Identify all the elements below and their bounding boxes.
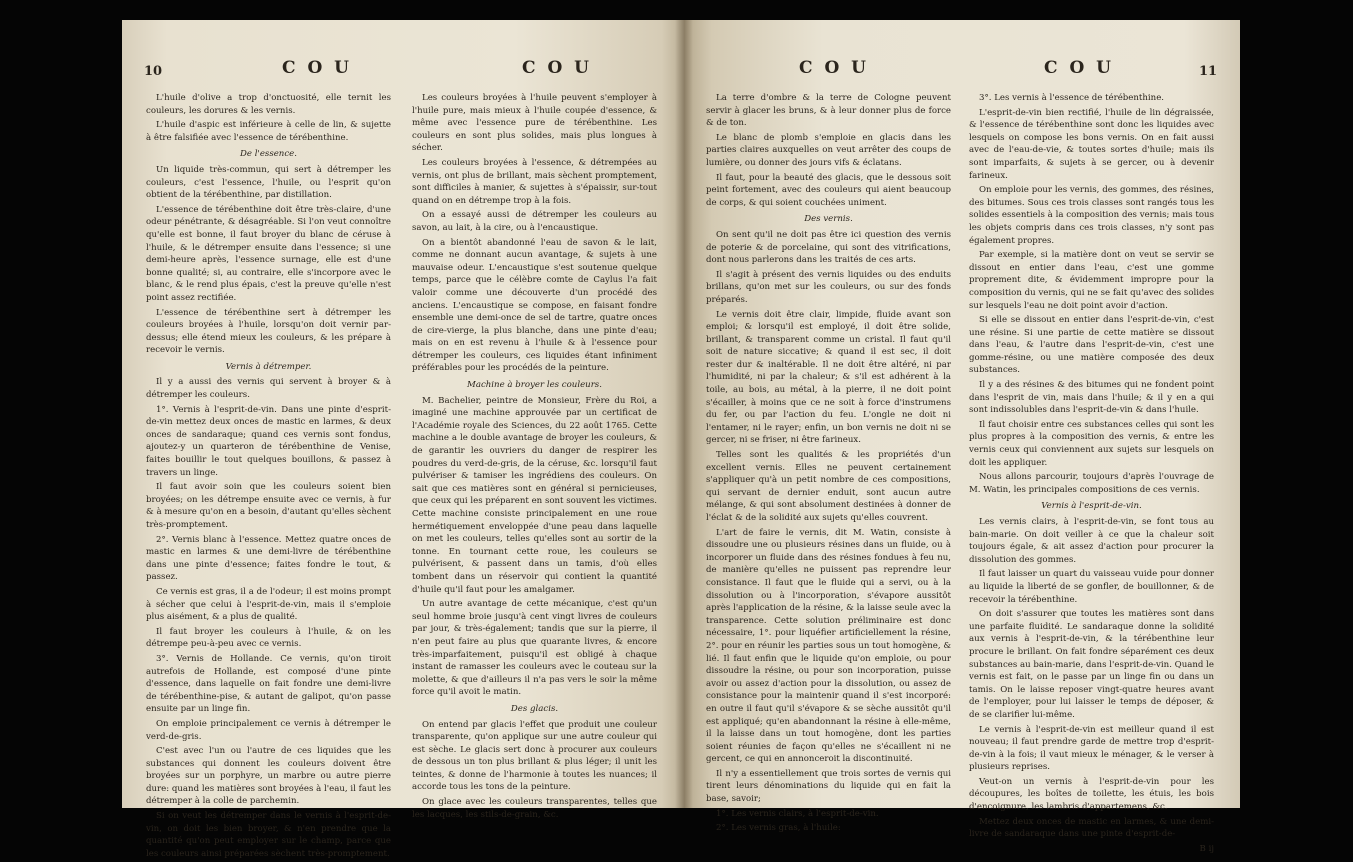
paragraph: L'essence de térébenthine doit être très-claire, d'une odeur pénétrante, & désagréable. Si l'on veut connoître qu'elle est bonne, il faut broyer du blanc de céruse à l'huile, & le détremper ensuite dans l'essence; si une demi-heure après, l'essence surnage, elle est d'une bonne qualité; si, au contraire, elle s'incorpore avec le blanc, & le rend plus épais, c'est la preuve qu'elle n'est point assez rectifiée. <box>146 204 391 303</box>
paragraph: On sent qu'il ne doit pas être ici question des vernis de poterie & de porcelaine, qui sont des vitrifications, dont nous parlerons dans les traités de ces arts. <box>706 229 951 266</box>
paragraph: Les couleurs broyées à l'huile peuvent s'employer à l'huile pure, mais mieux à l'huile coupée d'essence, & même avec l'essence pure de térébenthine. Les couleurs en sont plus solides, mais plus longues à sécher. <box>412 93 657 154</box>
paragraph: Ce vernis est gras, il a de l'odeur; il est moins prompt à sécher que celui à l'esprit-de-vin, mais il s'emploie plus aisément, & a plus de qualité. <box>146 586 391 623</box>
paragraph: C'est avec l'un ou l'autre de ces liquides que les substances qui donnent les couleurs doivent être broyées sur un porphyre, un marbre ou autre pierre dure: quand les matières sont broyées à l'eau, il faut les détremper à la colle de parchemin. <box>146 746 391 807</box>
paragraph: On emploie pour les vernis, des gommes, des résines, des bitumes. Sous ces trois classes sont rangés tous les solides essentiels à la composition des vernis; mais tous les objets compris dans ces trois classes, n'y sont pas également propres. <box>969 185 1214 246</box>
paragraph: On glace avec les couleurs transparentes, telles que les lacques, les stils-de-grain, &c. <box>412 797 657 820</box>
paragraph: La terre d'ombre & la terre de Cologne peuvent servir à glacer les bruns, & à leur donner plus de force & de ton. <box>706 93 951 129</box>
left-page-column-1 <box>146 92 391 862</box>
paragraph: On doit s'assurer que toutes les matières sont dans une parfaite fluidité. Le sandaraque donne la solidité aux vernis à l'esprit-de-vin, & la térébenthine leur procure le brillant. On fait fondre séparément ces deux substances au bain-marie, dans l'esprit-de-vin. Quand le vernis est fait, on le passe par un linge fin ou dans un tamis. On le laisse reposer vingt-quatre heures avant de l'employer, pour lui laisser le temps de déposer, & de se clarifier lui-même. <box>969 609 1214 720</box>
paragraph: 1°. Les vernis clairs, à l'esprit-de-vin. <box>716 808 879 819</box>
book-gutter <box>675 20 693 808</box>
right-page-column-1 <box>706 92 951 837</box>
paragraph: Il y a des résines & des bitumes qui ne fondent point dans l'esprit de vin, mais dans l'huile; & il y en a qui sont indissolubles dans l'esprit-de-vin & dans l'huile. <box>969 380 1214 416</box>
paragraph: L'huile d'aspic est inférieure à celle de lin, & sujette à être falsifiée avec l'essence de térébenthine. <box>146 120 391 143</box>
section-heading: De l'essence. <box>240 149 297 160</box>
paragraph: Il y a aussi des vernis qui servent à broyer & à détremper les couleurs. <box>146 377 391 401</box>
open-book <box>122 10 1240 859</box>
paragraph: L'huile d'olive a trop d'onctuosité, elle ternit les couleurs, les dorures & les vernis. <box>146 93 391 116</box>
paragraph: 1°. Vernis à l'esprit-de-vin. Dans une pinte d'esprit-de-vin mettez deux onces de mastic en larmes, & deux onces de sandaraque; quand ces vernis sont fondus, ajoutez-y un quarteron de térébenthine de Venise, faites bouillir le tout quelques bouillons, & passez à travers un linge. <box>146 404 391 478</box>
paragraph: Il faut broyer les couleurs à l'huile, & on les détrempe peu-à-peu avec ce vernis. <box>146 626 391 650</box>
paragraph: Il faut choisir entre ces substances celles qui sont les plus propres à la composition des vernis, & entre les vernis ceux qui conviennent aux sujets sur lesquels on doit les appliquer. <box>969 419 1214 468</box>
paragraph: Le blanc de plomb s'emploie en glacis dans les parties claires auxquelles on veut arrêter des coups de lumière, ou donner des jours vifs & éclatans. <box>706 132 951 168</box>
running-head-left: C O U <box>282 58 353 78</box>
paragraph: Si elle se dissout en entier dans l'esprit-de-vin, c'est une résine. Si une partie de cette matière se dissout dans l'eau, & l'autre dans l'esprit-de-vin, c'est une gomme-résine, ou une matière composée des deux substances. <box>969 315 1214 376</box>
section-heading: Des glacis. <box>510 703 559 714</box>
paragraph: Par exemple, si la matière dont on veut se servir se dissout en entier dans l'eau, c'est une gomme proprement dite, & évidemment impropre pour la composition du vernis, qui ne se fait qu'avec des solides sur lesquels l'eau ne doit point avoir d'action. <box>969 250 1214 311</box>
paragraph: 3°. Les vernis à l'essence de térébenthine. <box>979 93 1165 103</box>
paragraph: 2°. Les vernis gras, à l'huile: <box>716 823 841 834</box>
running-head-right: C O U <box>1044 58 1115 78</box>
paragraph: On a essayé aussi de détremper les couleurs au savon, au lait, à la cire, ou à l'encaustique. <box>412 210 657 233</box>
paragraph: On emploie principalement ce vernis à détremper le verd-de-gris. <box>146 718 391 742</box>
section-heading: Des vernis. <box>804 214 853 225</box>
running-head-right: C O U <box>522 58 593 78</box>
paragraph: Mettez deux onces de mastic en larmes, & une demi-livre de sandaraque dans une pinte d'esprit-de- <box>969 816 1214 840</box>
left-page-column-2 <box>412 92 657 823</box>
paragraph: Il faut, pour la beauté des glacis, que le dessous soit peint fortement, avec des couleurs qui aient beaucoup de corps, & qui soient couchées uniment. <box>706 172 951 208</box>
paragraph: 3°. Vernis de Hollande. Ce vernis, qu'on tiroit autrefois de Hollande, est composé d'une pinte d'essence, dans laquelle on fait fondre une demi-livre de térébenthine-pise, & autant de galipot, qu'on passe ensuite par un linge fin. <box>146 653 391 715</box>
paragraph: Le vernis doit être clair, limpide, fluide avant son emploi; & lorsqu'il est employé, il doit être solide, brillant, & transparent comme un cristal. Il faut qu'il soit de nature siccative; & quand il est sec, il doit rester dur & inaltérable. Il ne doit être altéré, ni par l'humidité, ni par la chaleur; & s'il est adhérent à la toile, au bois, au métal, à la pierre, il ne doit point s'écailler, à moins que ce ne soit à force d'instrumens du fer, ou par l'action du feu. L'ongle ne doit ni l'entamer, ni le rayer; enfin, un bon vernis ne doit ni se gercer, ni se friser, ni être farineux. <box>706 309 951 446</box>
paragraph: Les vernis clairs, à l'esprit-de-vin, se font tous au bain-marie. On doit veiller à ce que la chaleur soit toujours égale, & ait assez d'action pour procurer la dissolution des gommes. <box>969 517 1214 565</box>
paragraph: Nous allons parcourir, toujours d'après l'ouvrage de M. Watin, les principales compositions de ces vernis. <box>969 472 1214 495</box>
section-heading: Machine à broyer les couleurs. <box>467 380 602 391</box>
page-number-right: 11 <box>1199 64 1218 79</box>
paragraph: L'art de faire le vernis, dit M. Watin, consiste à dissoudre une ou plusieurs résines dans un fluide, ou à incorporer un fluide dans des résines fondues à feu nu, de manière qu'elles ne puissent pas reprendre leur consistance. Il faut que le fluide qui a servi, ou à la dissolution ou à l'incorporation, s'évapore aussitôt après l'application de la résine, & la laisse seule avec la transparence. Cette solution préliminaire est donc nécessaire, 1°. pour liquéfier artificiellement la résine, 2°. pour en réunir les parties sous un tout homogène, & lié. Il faut enfin que le liquide qu'on emploie, ou pour dissoudre la résine, ou pour son incorporation, puisse avoir ou assez d'action pour la dissolution, ou assez de consistance pour la maintenir quand il s'est incorporé: en outre il faut qu'il s'évapore & se sèche aussitôt qu'il est appliqué; qu'en abandonnant la résine à elle-même, il la laisse dans un tout homogène, dont les parties soient réunies de façon qu'elles ne s'écaillent ni ne gercent, ce qui en annonceroit la discontinuité. <box>706 527 951 765</box>
paragraph: On entend par glacis l'effet que produit une couleur transparente, qu'on applique sur une autre couleur qui est sèche. Le glacis sert donc à procurer aux couleurs de dessous un ton plus brillant & plus léger; il unit les teintes, & donne de l'harmonie à toutes les nuances; il accorde tous les tons de la peinture. <box>412 719 657 793</box>
paragraph: Veut-on un vernis à l'esprit-de-vin pour les découpures, les boîtes de toilette, les étuis, les bois d'encoignure, les lambris d'appartemens, &c. <box>969 776 1214 813</box>
paragraph: Les couleurs broyées à l'essence, & détrempées au vernis, ont plus de brillant, mais sèchent promptement, sont difficiles à manier, & sujettes à s'épaissir, sur-tout quand on en détrempe trop à la fois. <box>412 157 657 206</box>
paragraph: Il faut avoir soin que les couleurs soient bien broyées; on les détrempe ensuite avec ce vernis, à fur & à mesure qu'on en a besoin, d'autant qu'elles sèchent très-promptement. <box>146 482 391 530</box>
right-page <box>684 20 1240 854</box>
paragraph: Un autre avantage de cette mécanique, c'est qu'un seul homme broie jusqu'à cent vingt livres de couleurs par jour, & très-également; tandis que sur la pierre, il n'en peut faire au plus que quarante livres, & encore très-imparfaitement, puisqu'il est obligé à chaque instant de ramasser les couleurs avec le couteau sur la molette, & que d'ailleurs il n'a pas vers le soir la même force qu'il avoit le matin. <box>412 599 657 698</box>
paragraph: Si on veut les détremper dans le vernis à l'esprit-de-vin, on doit les bien broyer, & n'en prendre que la quantité qu'on peut employer sur le champ, parce que les couleurs ainsi préparées sèchent très-promptement. <box>146 811 391 859</box>
left-page <box>122 20 684 859</box>
signature-mark: B ij <box>1199 843 1214 854</box>
paragraph: Il faut laisser un quart du vaisseau vuide pour donner au liquide la liberté de se gonfler, de bouillonner, & de recevoir la térébenthine. <box>969 569 1214 605</box>
paragraph: L'esprit-de-vin bien rectifié, l'huile de lin dégraissée, & l'essence de térébenthine sont donc les liquides avec lesquels on compose les bons vernis. On en fait aussi avec de l'eau-de-vie, & toutes sortes d'huile; mais ils sont imparfaits, & sujets à se gercer, ou à devenir farineux. <box>969 107 1214 181</box>
paragraph: 2°. Vernis blanc à l'essence. Mettez quatre onces de mastic en larmes & une demi-livre de térébenthine dans une pinte d'essence; faites fondre le tout, & passez. <box>146 534 391 583</box>
section-heading: Vernis à l'esprit-de-vin. <box>1041 501 1142 512</box>
right-page-column-2 <box>969 92 1214 857</box>
paragraph: Le vernis à l'esprit-de-vin est meilleur quand il est nouveau; il faut prendre garde de mettre trop d'esprit-de-vin à la fois; il vaut mieux le ménager, & le verser à plusieurs reprises. <box>969 724 1214 773</box>
paragraph: On a bientôt abandonné l'eau de savon & le lait, comme ne donnant aucun avantage, & sujets à une mauvaise odeur. L'encaustique s'est soutenue quelque temps, parce que le célèbre comte de Caylus l'a fait valoir comme une découverte d'un procédé des anciens. L'encaustique se compose, en faisant fondre ensemble une demi-once de sel de tartre, quatre onces de cire-vierge, la plus blanche, dans une pinte d'eau; mais on en est revenu à l'huile & à l'essence pour détremper les couleurs, ces liquides étant infiniment préférables pour les procédés de la peinture. <box>412 237 657 374</box>
section-heading: Vernis à détremper. <box>225 361 312 372</box>
paragraph: M. Bachelier, peintre de Monsieur, Frère du Roi, a imaginé une machine approuvée par un certificat de l'Académie royale des Sciences, du 22 août 1765. Cette machine a le double avantage de broyer les couleurs, & de garantir les ouvriers du danger de respirer les poudres du verd-de-gris, de la céruse, &c. lorsqu'il faut pulvériser & tamiser les ingrédiens des couleurs. On sait que ces matières sont en général si pernicieuses, que ceux qui les préparent en sont souvent les victimes. Cette machine consiste principalement en une roue hermétiquement enveloppée d'une peau dans laquelle on met les couleurs, telles qu'elles sont au sortir de la tonne. En tournant cette roue, les couleurs se pulvérisent, & passent dans un tamis, d'où elles tombent dans un réservoir qui contient la quantité d'huile qu'il faut pour les amalgamer. <box>412 395 657 595</box>
paragraph: Il n'y a essentiellement que trois sortes de vernis qui tirent leurs dénominations du liquide qui en fait la base, savoir; <box>706 768 951 805</box>
paragraph: Telles sont les qualités & les propriétés d'un excellent vernis. Elles ne peuvent certainement s'appliquer qu'à un petit nombre de ces compositions, qui servant de dernier enduit, sont aucun autre mélange, & qui sont absolument destinées à donner de l'éclat & de la solidité aux sujets qu'elles couvrent. <box>706 450 951 523</box>
paragraph: Un liquide très-commun, qui sert à détremper les couleurs, c'est l'essence, l'huile, ou l'esprit qu'on obtient de la térébenthine, par distillation. <box>146 164 391 201</box>
page-number-left: 10 <box>144 64 163 79</box>
paragraph: Il s'agit à présent des vernis liquides ou des enduits brillans, qu'on met sur les couleurs, ou sur des fonds préparés. <box>706 269 951 305</box>
paragraph: L'essence de térébenthine sert à détremper les couleurs broyées à l'huile, lorsqu'on doit vernir par-dessus; elle étend mieux les couleurs, & les prépare à recevoir le vernis. <box>146 307 391 356</box>
running-head-left: C O U <box>799 58 870 78</box>
